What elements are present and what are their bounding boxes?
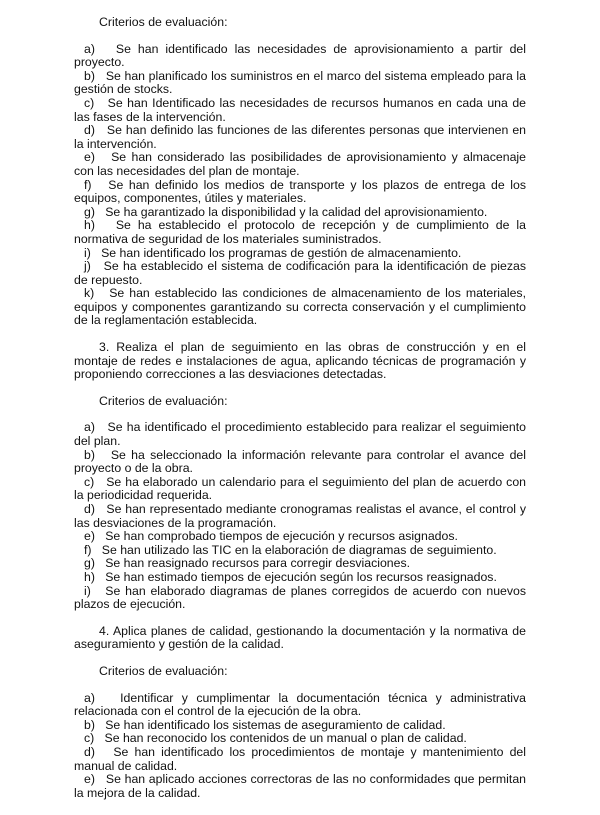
item-text: Se han definido las funciones de las diferentes personas que intervienen en la intervención. <box>74 123 527 151</box>
list-item <box>74 260 526 287</box>
item-text: Se han establecido las condiciones de almacenamiento de los materiales, equipos y componentes garantizando su correcta conservación y el cumplimiento de la reglamentación establecida. <box>74 286 526 328</box>
list-item <box>74 287 526 328</box>
item-text: Se han utilizado las TIC en la elaboración de diagramas de seguimiento. <box>101 542 497 557</box>
list-item <box>74 746 526 773</box>
item-text: Identificar y cumplimentar la documentación técnica y administrativa relacionada con el control de la ejecución de la obra. <box>74 690 526 719</box>
item-letter: i) <box>84 245 91 260</box>
list-item <box>74 70 526 97</box>
item-letter: j) <box>84 259 91 274</box>
list-item <box>74 43 526 70</box>
item-text: Se han representado mediante cronogramas realistas el avance, el control y las desviaciones de la programación. <box>74 502 526 530</box>
criteria-label: Criterios de evaluación: <box>99 15 228 29</box>
item-text: Se han estimado tiempos de ejecución según los recursos reasignados. <box>105 569 497 584</box>
item-text: Se han elaborado diagramas de planes corregidos de acuerdo con nuevos plazos de ejecución. <box>74 583 527 612</box>
criteria-list <box>74 692 526 801</box>
criteria-list <box>74 43 526 328</box>
list-item <box>74 585 526 612</box>
item-text: Se han reconocido los contenidos de un manual o plan de calidad. <box>104 731 467 746</box>
criteria-label: Criterios de evaluación: <box>99 663 228 678</box>
item-text: Se ha establecido el protocolo de recepción y de cumplimiento de la normativa de seguridad de los materiales suministrados. <box>74 218 527 246</box>
list-item <box>74 206 526 220</box>
item-text: Se ha garantizado la disponibilidad y la calidad del aprovisionamiento. <box>105 204 488 219</box>
list-item <box>74 530 526 544</box>
list-item <box>74 124 526 151</box>
item-letter: e) <box>84 772 95 787</box>
item-text: Se han identificado los procedimientos de montaje y mantenimiento del manual de calidad. <box>74 744 527 773</box>
item-letter: d) <box>84 744 95 759</box>
item-text: Se han planificado los suministros en el marco del sistema empleado para la gestión de stocks. <box>74 68 526 97</box>
item-text: Se han identificado los sistemas de aseguramiento de calidad. <box>105 717 446 732</box>
list-item <box>74 247 526 261</box>
list-item <box>74 719 526 733</box>
item-letter: e) <box>84 529 95 544</box>
item-text: Se han definido los medios de transporte y los plazos de entrega de los equipos, componentes, útiles y materiales. <box>74 177 526 206</box>
list-item <box>74 571 526 585</box>
item-text: Se han identificado las necesidades de aprovisionamiento a partir del proyecto. <box>74 41 527 70</box>
list-item <box>74 421 526 448</box>
item-letter: i) <box>84 583 91 598</box>
item-letter: h) <box>84 569 95 584</box>
list-item <box>74 692 526 719</box>
section-ra3 <box>74 341 526 612</box>
list-item <box>74 219 526 246</box>
item-text: Se han identificado los programas de gestión de almacenamiento. <box>101 245 462 260</box>
item-text: Se ha identificado el procedimiento establecido para realizar el seguimiento del plan. <box>74 420 526 449</box>
item-letter: a) <box>84 41 95 56</box>
section-ra2-criteria <box>74 16 526 328</box>
item-letter: h) <box>84 218 95 233</box>
item-letter: g) <box>84 556 95 571</box>
list-item <box>74 97 526 124</box>
item-letter: f) <box>84 542 92 557</box>
item-letter: g) <box>84 204 95 219</box>
item-text: Se han aplicado acciones correctoras de las no conformidades que permitan la mejora de la calidad. <box>74 772 527 800</box>
item-letter: d) <box>84 502 95 516</box>
item-letter: d) <box>84 123 95 138</box>
list-item <box>74 773 526 800</box>
item-letter: k) <box>84 286 95 301</box>
criteria-label: Criterios de evaluación: <box>99 393 228 408</box>
list-item <box>74 557 526 571</box>
document-page <box>74 16 526 813</box>
item-letter: b) <box>84 68 95 83</box>
item-text: Se ha elaborado un calendario para el seguimiento del plan de acuerdo con la periodicidad requerida. <box>74 474 526 503</box>
item-text: Se ha establecido el sistema de codificación para la identificación de piezas de repuesto. <box>74 259 526 287</box>
item-text: Se han comprobado tiempos de ejecución y recursos asignados. <box>105 529 458 544</box>
list-item <box>74 732 526 746</box>
learning-outcome-heading: 4. Aplica planes de calidad, gestionando la documentación y la normativa de aseguramiento y gestión de la calidad. <box>74 623 526 652</box>
item-text: Se ha seleccionado la información relevante para controlar el avance del proyecto o de la obra. <box>74 447 526 476</box>
list-item <box>74 449 526 476</box>
item-letter: c) <box>84 95 95 110</box>
list-item <box>74 476 526 503</box>
item-letter: f) <box>84 177 92 192</box>
item-letter: c) <box>84 731 95 746</box>
item-letter: a) <box>84 420 95 435</box>
item-letter: b) <box>84 447 95 462</box>
criteria-list <box>74 421 526 611</box>
list-item <box>74 179 526 206</box>
item-text: Se han reasignado recursos para corregir desviaciones. <box>105 556 411 571</box>
item-letter: e) <box>84 150 95 165</box>
list-item <box>74 151 526 178</box>
section-ra4 <box>74 625 526 801</box>
item-text: Se han Identificado las necesidades de recursos humanos en cada una de las fases de la intervención. <box>74 95 527 124</box>
item-text: Se han considerado las posibilidades de aprovisionamiento y almacenaje con las necesidades del plan de montaje. <box>74 150 526 178</box>
item-letter: c) <box>84 474 95 489</box>
learning-outcome-heading: 3. Realiza el plan de seguimiento en las obras de construcción y en el montaje de redes e instalaciones de agua, aplicando técnicas de programación y proponiendo correcciones a las desviaciones detectadas. <box>74 340 526 382</box>
list-item <box>74 544 526 558</box>
item-letter: a) <box>84 690 95 705</box>
item-letter: b) <box>84 717 95 732</box>
list-item <box>74 503 526 530</box>
